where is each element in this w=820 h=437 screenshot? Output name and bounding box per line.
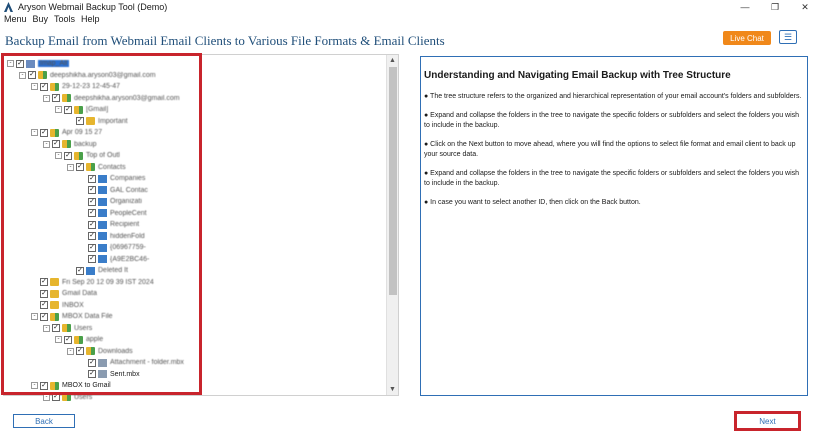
collapse-toggle-icon[interactable]: - — [43, 394, 50, 401]
scroll-up-icon[interactable]: ▲ — [389, 57, 396, 64]
tree-node-label: Downloads — [98, 347, 133, 355]
tree-node[interactable] — [43, 93, 180, 104]
tree-node-label: Apr 09 15 27 — [62, 129, 103, 136]
info-bullet: ● In case you want to select another ID, then click on the Back button. — [424, 199, 641, 206]
tree-spacer — [79, 198, 86, 205]
mail-file-icon — [98, 370, 107, 378]
close-button[interactable]: ✕ — [801, 1, 809, 12]
collapse-toggle-icon[interactable]: - — [19, 72, 26, 79]
folder-icon — [50, 278, 59, 286]
tree-checkbox[interactable]: ✓ — [29, 71, 35, 78]
menu-item-help[interactable]: Help — [81, 14, 100, 24]
title-bar — [0, 0, 820, 14]
tree-node-label: Imap_All — [40, 60, 68, 67]
mail-file-icon — [98, 359, 107, 367]
folder-icon — [62, 393, 71, 401]
folder-icon — [86, 347, 95, 355]
tree-node-label: hiddenFold — [110, 232, 145, 240]
maximize-button[interactable]: ❐ — [770, 1, 780, 12]
tree-node[interactable] — [79, 242, 146, 253]
tree-checkbox[interactable]: ✓ — [89, 243, 95, 251]
tree-node-label: Deleted It — [98, 267, 128, 274]
collapse-toggle-icon[interactable]: - — [31, 129, 38, 136]
tree-checkbox[interactable]: ✓ — [41, 82, 47, 90]
info-panel — [420, 56, 808, 396]
tree-node-label: [Gmail] — [86, 106, 109, 113]
tree-checkbox[interactable]: ✓ — [65, 335, 71, 343]
tree-node-label: Gmail Data — [62, 290, 98, 297]
menu-item-buy[interactable]: Buy — [32, 14, 49, 24]
tree-checkbox[interactable]: ✓ — [89, 174, 95, 182]
tree-checkbox[interactable]: ✓ — [77, 117, 83, 124]
info-bullet: ● Expand and collapse the folders in the tree to navigate the specific folders or subfolders and select the folders you wish to include in the backup. — [424, 170, 800, 187]
tree-node[interactable] — [67, 265, 128, 276]
tree-scrollbar[interactable] — [386, 55, 398, 395]
collapse-toggle-icon[interactable]: - — [55, 106, 62, 113]
tree-spacer — [79, 175, 86, 182]
tree-node-label: Users — [74, 324, 93, 332]
tree-checkbox[interactable]: ✓ — [89, 209, 95, 216]
tree-node-label: deepshikha.aryson03@gmail.com — [74, 94, 180, 102]
folder-icon — [86, 163, 95, 171]
tree-node[interactable] — [79, 185, 148, 196]
next-button[interactable]: Next — [759, 416, 776, 426]
tree-node-label: apple — [86, 336, 104, 343]
tree-checkbox[interactable]: ✓ — [53, 140, 59, 147]
collapse-toggle-icon[interactable]: - — [31, 382, 38, 389]
tree-checkbox[interactable]: ✓ — [41, 289, 47, 297]
scroll-thumb[interactable] — [389, 67, 397, 295]
info-title: Understanding and Navigating Email Backup with Tree Structure — [424, 70, 731, 81]
page-title: Backup Email from Webmail Email Clients to Various File Formats & Email Clients — [5, 33, 445, 48]
tree-node-label: Contacts — [98, 163, 126, 171]
menu-item-tools[interactable]: Tools — [54, 14, 76, 24]
tree-node-label: PeopleCent — [110, 209, 147, 217]
folder-icon — [50, 83, 59, 91]
tree-node[interactable] — [67, 116, 128, 127]
tree-node-label: Fri Sep 20 12 09 39 IST 2024 — [62, 278, 154, 286]
hamburger-menu-icon[interactable]: ☰ — [779, 30, 797, 44]
tree-checkbox[interactable]: ✓ — [89, 232, 95, 239]
tree-checkbox[interactable]: ✓ — [65, 151, 71, 159]
folder-icon — [50, 129, 59, 137]
tree-spacer — [79, 233, 86, 240]
tree-checkbox[interactable]: ✓ — [89, 186, 95, 193]
scroll-down-icon[interactable]: ▼ — [389, 386, 396, 393]
tree-node[interactable] — [7, 58, 69, 69]
tree-node-label: {A9E2BC46- — [110, 255, 150, 263]
tree-node[interactable] — [31, 311, 113, 322]
folder-icon — [50, 313, 59, 321]
tree-node-label: {06967759- — [110, 244, 146, 251]
collapse-toggle-icon[interactable]: - — [55, 152, 62, 159]
folder-icon — [74, 336, 83, 344]
tree-node-label: Important — [98, 117, 128, 125]
contacts-icon — [98, 255, 107, 263]
tree-node-label: deepshikha.aryson03@gmail.com — [50, 71, 156, 79]
tree-node[interactable] — [79, 208, 147, 219]
tree-node-label: Top of Outl — [86, 152, 120, 159]
collapse-toggle-icon[interactable]: - — [67, 348, 74, 355]
tree-checkbox[interactable]: ✓ — [41, 301, 47, 308]
tree-checkbox[interactable]: ✓ — [41, 312, 47, 320]
tree-node[interactable] — [67, 346, 133, 357]
folder-icon — [62, 140, 71, 148]
tree-node-label: Recipient — [110, 221, 140, 228]
tree-node[interactable] — [19, 70, 156, 81]
account-icon — [26, 60, 35, 68]
collapse-toggle-icon[interactable]: - — [31, 83, 38, 90]
collapse-toggle-icon[interactable]: - — [43, 325, 50, 332]
tree-spacer — [67, 118, 74, 125]
tree-node[interactable] — [31, 127, 102, 138]
tree-spacer — [31, 279, 38, 286]
contacts-icon — [98, 221, 107, 229]
tree-node[interactable] — [43, 139, 97, 150]
tree-node[interactable] — [55, 334, 103, 345]
tree-checkbox[interactable]: ✓ — [17, 59, 23, 67]
tree-node[interactable] — [31, 81, 120, 92]
tree-checkbox[interactable]: ✓ — [89, 255, 95, 262]
tree-node[interactable] — [79, 196, 142, 207]
contacts-icon — [98, 186, 107, 194]
folder-icon — [50, 290, 59, 298]
tree-spacer — [79, 210, 86, 217]
tree-checkbox[interactable]: ✓ — [53, 324, 59, 331]
collapse-toggle-icon[interactable]: - — [43, 141, 50, 148]
tree-spacer — [31, 290, 38, 297]
back-button[interactable]: Back — [13, 414, 75, 428]
contacts-icon — [98, 232, 107, 240]
collapse-toggle-icon[interactable]: - — [67, 164, 74, 171]
contacts-icon — [98, 209, 107, 217]
tree-node-label: Organizati — [110, 198, 142, 205]
collapse-toggle-icon[interactable]: - — [55, 336, 62, 343]
folder-icon — [74, 106, 83, 114]
folder-icon — [74, 152, 83, 160]
tree-node-label: INBOX — [62, 301, 84, 309]
info-bullet: ● The tree structure refers to the organized and hierarchical representation of your email account's folders and subfolders. — [424, 93, 802, 100]
tree-node-label: Sent.mbx — [110, 370, 140, 378]
tree-spacer — [79, 244, 86, 251]
tree-checkbox[interactable]: ✓ — [65, 105, 71, 113]
tree-spacer — [79, 256, 86, 263]
tree-node[interactable] — [31, 277, 154, 288]
tree-spacer — [31, 302, 38, 309]
tree-checkbox[interactable]: ✓ — [77, 347, 83, 354]
info-bullet: ● Expand and collapse the folders in the tree to navigate the specific folders or subfolders and select the folders you wish to include in the backup. — [424, 112, 800, 129]
tree-spacer — [79, 371, 86, 378]
tree-node[interactable] — [43, 392, 92, 403]
tree-node-label: MBOX Data File — [62, 313, 113, 320]
live-chat-button[interactable]: Live Chat — [723, 31, 771, 45]
tree-checkbox[interactable]: ✓ — [41, 381, 47, 389]
tree-checkbox[interactable]: ✓ — [41, 128, 47, 136]
tree-node[interactable] — [79, 173, 145, 184]
tree-node-label: backup — [74, 140, 97, 148]
tree-checkbox[interactable]: ✓ — [89, 370, 95, 377]
tree-node-label: 29-12-23 12-45-47 — [62, 83, 120, 90]
tree-spacer — [79, 221, 86, 228]
minimize-button[interactable]: — — [740, 2, 750, 12]
tree-node-label: Companies — [110, 175, 146, 182]
tree-checkbox[interactable]: ✓ — [89, 197, 95, 205]
tree-node[interactable] — [55, 150, 120, 161]
tree-checkbox[interactable]: ✓ — [53, 393, 59, 400]
window-controls — [730, 0, 820, 14]
tree-spacer — [67, 267, 74, 274]
collapse-toggle-icon[interactable]: - — [31, 313, 38, 320]
tree-node[interactable] — [79, 357, 184, 368]
tree-checkbox[interactable]: ✓ — [89, 358, 95, 366]
tree-node[interactable] — [43, 323, 92, 334]
menu-item-menu[interactable]: Menu — [4, 14, 27, 24]
menu-bar — [0, 14, 102, 26]
app-logo-icon — [3, 2, 14, 13]
window-title: Aryson Webmail Backup Tool (Demo) — [18, 2, 168, 12]
tree-spacer — [79, 187, 86, 194]
folder-icon — [62, 324, 71, 332]
tree-checkbox[interactable]: ✓ — [41, 278, 47, 285]
folder-icon — [50, 382, 59, 390]
tree-node[interactable] — [79, 219, 139, 230]
contacts-icon — [86, 267, 95, 275]
tree-checkbox[interactable]: ✓ — [89, 220, 95, 228]
tree-node[interactable] — [31, 380, 111, 391]
tree-node[interactable] — [31, 288, 97, 299]
folder-tree-panel[interactable] — [3, 54, 399, 401]
tree-node[interactable] — [31, 300, 84, 311]
tree-node-label: Users — [74, 393, 93, 401]
folder-icon — [50, 301, 59, 309]
info-bullet: ● Click on the Next button to move ahead, where you will find the options to select file format and email client to back up your source data. — [424, 141, 796, 158]
tree-node[interactable] — [79, 254, 149, 265]
tree-checkbox[interactable]: ✓ — [77, 266, 83, 274]
tree-node-label: Attachment - folder.mbx — [110, 359, 184, 366]
tree-node[interactable] — [55, 104, 108, 115]
contacts-icon — [98, 244, 107, 252]
collapse-toggle-icon[interactable]: - — [43, 95, 50, 102]
collapse-toggle-icon[interactable]: - — [7, 60, 14, 67]
tree-checkbox[interactable]: ✓ — [53, 94, 59, 101]
tree-node[interactable] — [79, 369, 140, 380]
folder-icon — [62, 94, 71, 102]
tree-spacer — [79, 359, 86, 366]
tree-node[interactable] — [67, 162, 126, 173]
tree-node-label: GAL Contac — [110, 186, 148, 194]
contacts-icon — [98, 175, 107, 183]
tree-node[interactable] — [79, 231, 145, 242]
folder-icon — [86, 117, 95, 125]
contacts-icon — [98, 198, 107, 206]
tree-node-label: MBOX to Gmail — [62, 382, 111, 389]
folder-icon — [38, 71, 47, 79]
tree-checkbox[interactable]: ✓ — [77, 163, 83, 170]
